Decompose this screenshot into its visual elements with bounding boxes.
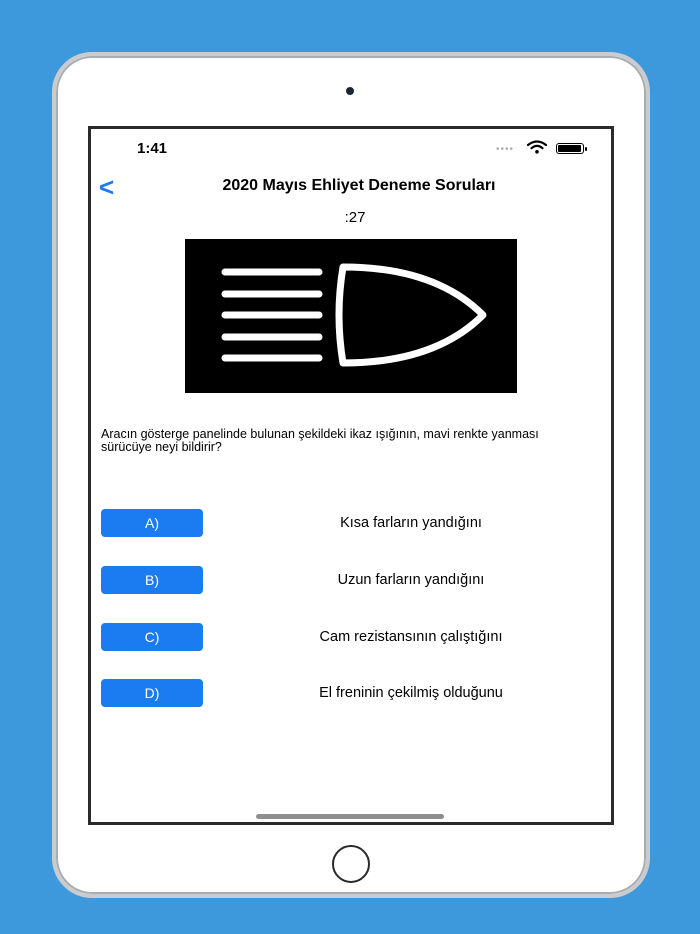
home-button[interactable] — [332, 845, 370, 883]
high-beam-indicator-icon — [185, 239, 517, 393]
status-bar — [91, 129, 611, 165]
camera-icon — [346, 87, 354, 95]
home-indicator[interactable] — [256, 814, 444, 819]
status-time: 1:41 — [137, 140, 168, 157]
countdown-timer: :27 — [344, 209, 366, 226]
cellular-dots-icon: •••• — [496, 144, 515, 155]
question-text: Aracın gösterge panelinde bulunan şekildeki ikaz ışığının, mavi renkte yanması sürücüye neyi bildirir? — [101, 427, 539, 454]
option-c-text: Cam rezistansının çalıştığını — [319, 629, 503, 645]
option-d-text: El freninin çekilmiş olduğunu — [319, 685, 503, 701]
option-a-text: Kısa farların yandığını — [340, 515, 482, 531]
option-a-button[interactable]: A) — [101, 509, 203, 537]
question-image — [185, 239, 517, 393]
option-row-c — [101, 623, 601, 651]
option-b-button[interactable]: B) — [101, 566, 203, 594]
option-b-text: Uzun farların yandığını — [337, 572, 485, 588]
back-chevron-icon[interactable]: < — [99, 172, 115, 202]
page-title: 2020 Mayıs Ehliyet Deneme Soruları — [222, 177, 496, 194]
option-c-button[interactable]: C) — [101, 623, 203, 651]
app-screen — [88, 126, 614, 825]
option-row-b — [101, 566, 601, 594]
option-d-button[interactable]: D) — [101, 679, 203, 707]
option-row-a — [101, 509, 601, 537]
option-row-d — [101, 679, 601, 707]
battery-icon — [556, 143, 584, 154]
wifi-icon — [527, 140, 547, 154]
